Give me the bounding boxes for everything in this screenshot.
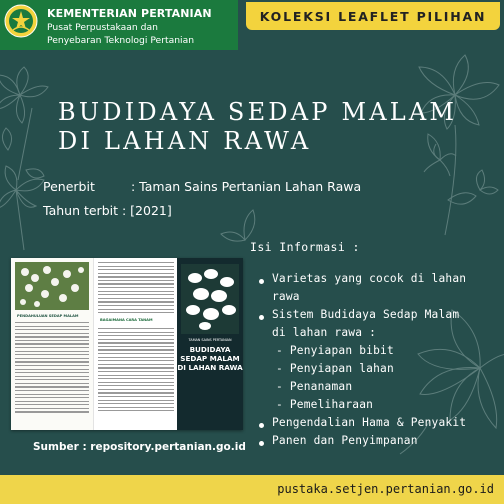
- footer-website[interactable]: pustaka.setjen.pertanian.go.id: [277, 482, 494, 496]
- info-item-varietas-line1: Varietas yang cocok di lahan: [272, 272, 467, 285]
- info-item-varietas-line2: rawa: [272, 290, 300, 303]
- leaflet-title-line2: DI LAHAN RAWA: [58, 127, 312, 155]
- bullet-icon: [259, 441, 264, 446]
- publisher-label: Penerbit: [43, 179, 95, 194]
- cover-title-line1: BUDIDAYA: [189, 345, 231, 354]
- cover-flower-photo: [181, 264, 239, 334]
- info-subitem-lahan: - Penyiapan lahan: [276, 362, 394, 375]
- leaflet-thumbnail: [11, 258, 243, 430]
- tuberose-photo: [15, 262, 89, 310]
- cover-publisher: TAMAN SAINS PERTANIAN: [188, 338, 232, 342]
- source-text: Sumber : repository.pertanian.go.id: [33, 441, 246, 453]
- info-item-hama: Pengendalian Hama & Penyakit: [272, 416, 467, 429]
- leaflet-title-line1: BUDIDAYA SEDAP MALAM: [58, 98, 458, 126]
- collection-badge: [246, 2, 500, 30]
- bullet-icon: [259, 423, 264, 428]
- info-subitem-penanaman: - Penanaman: [276, 380, 353, 393]
- info-item-sistem-line2: di lahan rawa :: [272, 326, 377, 339]
- header-banner: [0, 0, 238, 50]
- leaflet-panel-middle: BAGAIMANA CARA TANAM: [93, 258, 178, 430]
- info-item-panen: Panen dan Penyimpanan: [272, 434, 418, 447]
- publisher-value: : Taman Sains Pertanian Lahan Rawa: [131, 179, 362, 194]
- leaflet-panel-left: PENDAHULUAN SEDAP MALAM: [11, 258, 93, 430]
- info-item-sistem-line1: Sistem Budidaya Sedap Malam: [272, 308, 460, 321]
- bullet-icon: [259, 279, 264, 284]
- cover-title-line2: SEDAP MALAM: [180, 354, 240, 363]
- org-subtitle-line1: Pusat Perpustakaan dan: [47, 22, 158, 33]
- collection-badge-label: KOLEKSI LEAFLET PILIHAN: [259, 8, 487, 24]
- year-published: Tahun terbit : [2021]: [43, 203, 172, 218]
- info-subitem-pemeliharaan: - Pemeliharaan: [276, 398, 374, 411]
- bullet-icon: [259, 315, 264, 320]
- org-subtitle-line2: Penyebaran Teknologi Pertanian: [47, 35, 195, 46]
- org-name: KEMENTERIAN PERTANIAN: [47, 7, 212, 20]
- info-subitem-bibit: - Penyiapan bibit: [276, 344, 394, 357]
- leaflet-cover: [177, 258, 243, 430]
- kementerian-pertanian-logo-icon: [4, 4, 38, 38]
- cover-title-line3: DI LAHAN RAWA: [177, 363, 243, 372]
- content-heading: Isi Informasi :: [250, 240, 360, 254]
